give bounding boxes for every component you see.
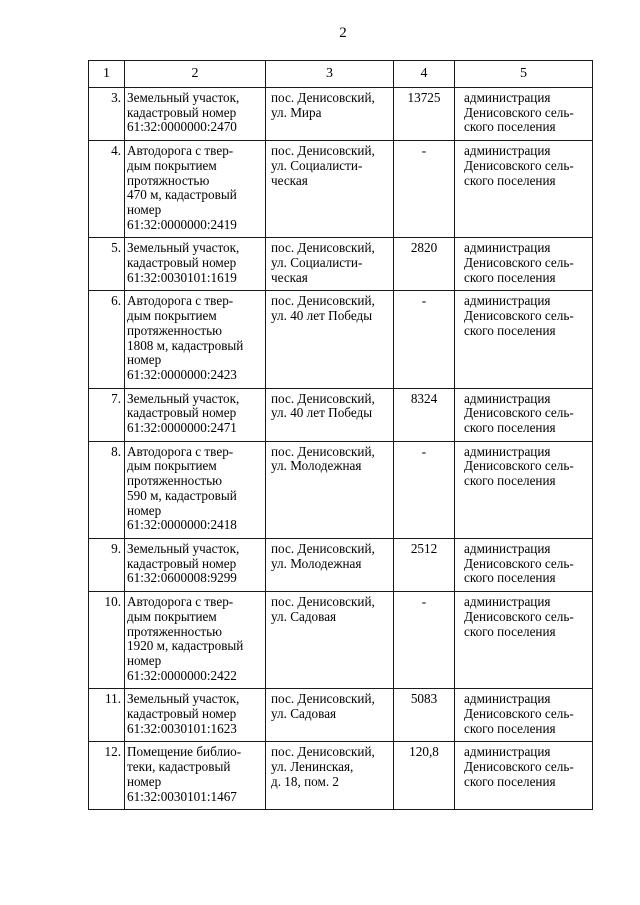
table-body [89, 88, 593, 810]
table-row [89, 141, 593, 238]
row-number-text: 4. [111, 143, 121, 159]
row-number-cell [89, 742, 125, 810]
table-header [89, 61, 593, 88]
address-cell [266, 88, 394, 141]
owner-cell [455, 689, 593, 742]
area-text: - [421, 143, 427, 159]
address-cell [266, 238, 394, 291]
object-description-cell [125, 592, 266, 689]
area-cell [394, 689, 455, 742]
area-cell [394, 592, 455, 689]
table-row [89, 88, 593, 141]
address-text: пос. Денисовский, ул. Мира [271, 90, 375, 120]
owner-text: администрация Денисовского сель- ского поселения [464, 691, 574, 736]
area-text: - [421, 293, 427, 309]
owner-text: администрация Денисовского сель- ского поселения [464, 594, 574, 639]
owner-cell [455, 238, 593, 291]
table-row [89, 742, 593, 810]
address-cell [266, 592, 394, 689]
column-header-5: 5 [455, 61, 593, 88]
table-row [89, 538, 593, 591]
row-number-cell [89, 441, 125, 538]
area-cell [394, 388, 455, 441]
owner-text: администрация Денисовского сель- ского поселения [464, 443, 574, 489]
area-cell [394, 742, 455, 810]
object-description-cell [125, 141, 266, 238]
area-cell [394, 441, 455, 538]
property-table [88, 60, 593, 810]
area-cell [394, 538, 455, 591]
table-row [89, 592, 593, 689]
address-text: пос. Денисовский, ул. Социалисти- ческая [271, 143, 375, 188]
object-description-text: Помещение библио- теки, кадастровый номер 61:32:0030101:1467 [127, 744, 242, 804]
area-text: 13725 [407, 90, 441, 105]
table-row [89, 689, 593, 742]
owner-cell [455, 538, 593, 591]
row-number-cell [89, 291, 125, 388]
address-text: пос. Денисовский, ул. Молодежная [271, 540, 375, 571]
owner-text: администрация Денисовского сель- ского поселения [464, 540, 574, 586]
owner-cell [455, 388, 593, 441]
object-description-cell [125, 388, 266, 441]
owner-cell [455, 291, 593, 388]
area-text: 2512 [410, 540, 438, 556]
header-row [89, 61, 593, 88]
row-number-text: 12. [104, 744, 121, 760]
object-description-text: Автодорога с твер- дым покрытием протяжностью 470 м, кадастровый номер 61:32:0000000:2419 [127, 143, 237, 232]
area-text: 8324 [410, 390, 438, 406]
row-number-text: 5. [111, 240, 121, 256]
object-description-text: Земельный участок, кадастровый номер 61:32:0000000:2470 [127, 90, 240, 135]
owner-cell [455, 742, 593, 810]
owner-text: администрация Денисовского сель- ского поселения [464, 90, 574, 135]
column-header-2: 2 [125, 61, 266, 88]
owner-cell [455, 592, 593, 689]
address-text: пос. Денисовский, ул. Социалисти- ческая [271, 240, 375, 285]
owner-cell [455, 141, 593, 238]
address-cell [266, 441, 394, 538]
address-text: пос. Денисовский, ул. 40 лет Победы [271, 390, 375, 421]
row-number-cell [89, 141, 125, 238]
page-number: 2 [339, 25, 347, 41]
address-text: пос. Денисовский, ул. Садовая [271, 594, 375, 624]
column-header-3: 3 [266, 61, 394, 88]
row-number-text: 6. [111, 293, 121, 309]
owner-text: администрация Денисовского сель- ского поселения [464, 293, 574, 338]
table-row [89, 388, 593, 441]
area-text: 2820 [410, 240, 438, 256]
owner-text: администрация Денисовского сель- ского поселения [464, 390, 574, 436]
row-number-cell [89, 388, 125, 441]
object-description-text: Автодорога с твер- дым покрытием протяженностью 1920 м, кадастровый номер 61:32:0000000:2422 [127, 594, 244, 683]
row-number-text: 10. [104, 594, 121, 610]
area-text: - [421, 594, 427, 610]
address-cell [266, 742, 394, 810]
area-text: 120,8 [409, 744, 439, 760]
owner-text: администрация Денисовского сель- ского поселения [464, 240, 574, 285]
area-text: 5083 [410, 691, 438, 707]
object-description-cell [125, 238, 266, 291]
row-number-cell [89, 538, 125, 591]
address-text: пос. Денисовский, ул. Садовая [271, 691, 375, 722]
row-number-text: 11. [105, 691, 121, 707]
object-description-cell [125, 538, 266, 591]
column-header-1: 1 [89, 61, 125, 88]
object-description-cell [125, 88, 266, 141]
row-number-text: 3. [111, 90, 121, 105]
object-description-cell [125, 689, 266, 742]
area-text: - [421, 443, 427, 459]
owner-cell [455, 441, 593, 538]
row-number-cell [89, 238, 125, 291]
area-cell [394, 88, 455, 141]
object-description-cell [125, 742, 266, 810]
table-row [89, 238, 593, 291]
row-number-cell [89, 88, 125, 141]
column-header-4: 4 [394, 61, 455, 88]
object-description-text: Земельный участок, кадастровый номер 61:32:0600008:9299 [127, 540, 240, 586]
area-cell [394, 238, 455, 291]
address-cell [266, 291, 394, 388]
row-number-text: 9. [111, 540, 121, 556]
object-description-text: Автодорога с твер- дым покрытием протяженностью 590 м, кадастровый номер 61:32:0000000:2418 [127, 443, 237, 533]
address-text: пос. Денисовский, ул. 40 лет Победы [271, 293, 375, 324]
owner-text: администрация Денисовского сель- ского поселения [464, 744, 574, 789]
row-number-text: 7. [111, 390, 121, 406]
address-cell [266, 141, 394, 238]
object-description-cell [125, 441, 266, 538]
area-cell [394, 291, 455, 388]
address-cell [266, 538, 394, 591]
row-number-cell [89, 592, 125, 689]
owner-cell [455, 88, 593, 141]
row-number-cell [89, 689, 125, 742]
object-description-text: Земельный участок, кадастровый номер 61:32:0030101:1619 [127, 240, 240, 285]
object-description-cell [125, 291, 266, 388]
area-cell [394, 141, 455, 238]
address-cell [266, 689, 394, 742]
object-description-text: Земельный участок, кадастровый номер 61:32:0030101:1623 [127, 691, 240, 736]
address-cell [266, 388, 394, 441]
address-text: пос. Денисовский, ул. Ленинская, д. 18, пом. 2 [271, 744, 375, 789]
object-description-text: Земельный участок, кадастровый номер 61:32:0000000:2471 [127, 390, 240, 436]
owner-text: администрация Денисовского сель- ского поселения [464, 143, 574, 188]
address-text: пос. Денисовский, ул. Молодежная [271, 443, 375, 474]
object-description-text: Автодорога с твер- дым покрытием протяженностью 1808 м, кадастровый номер 61:32:0000000:2423 [127, 293, 244, 382]
table-row [89, 291, 593, 388]
row-number-text: 8. [111, 443, 121, 459]
table-row [89, 441, 593, 538]
